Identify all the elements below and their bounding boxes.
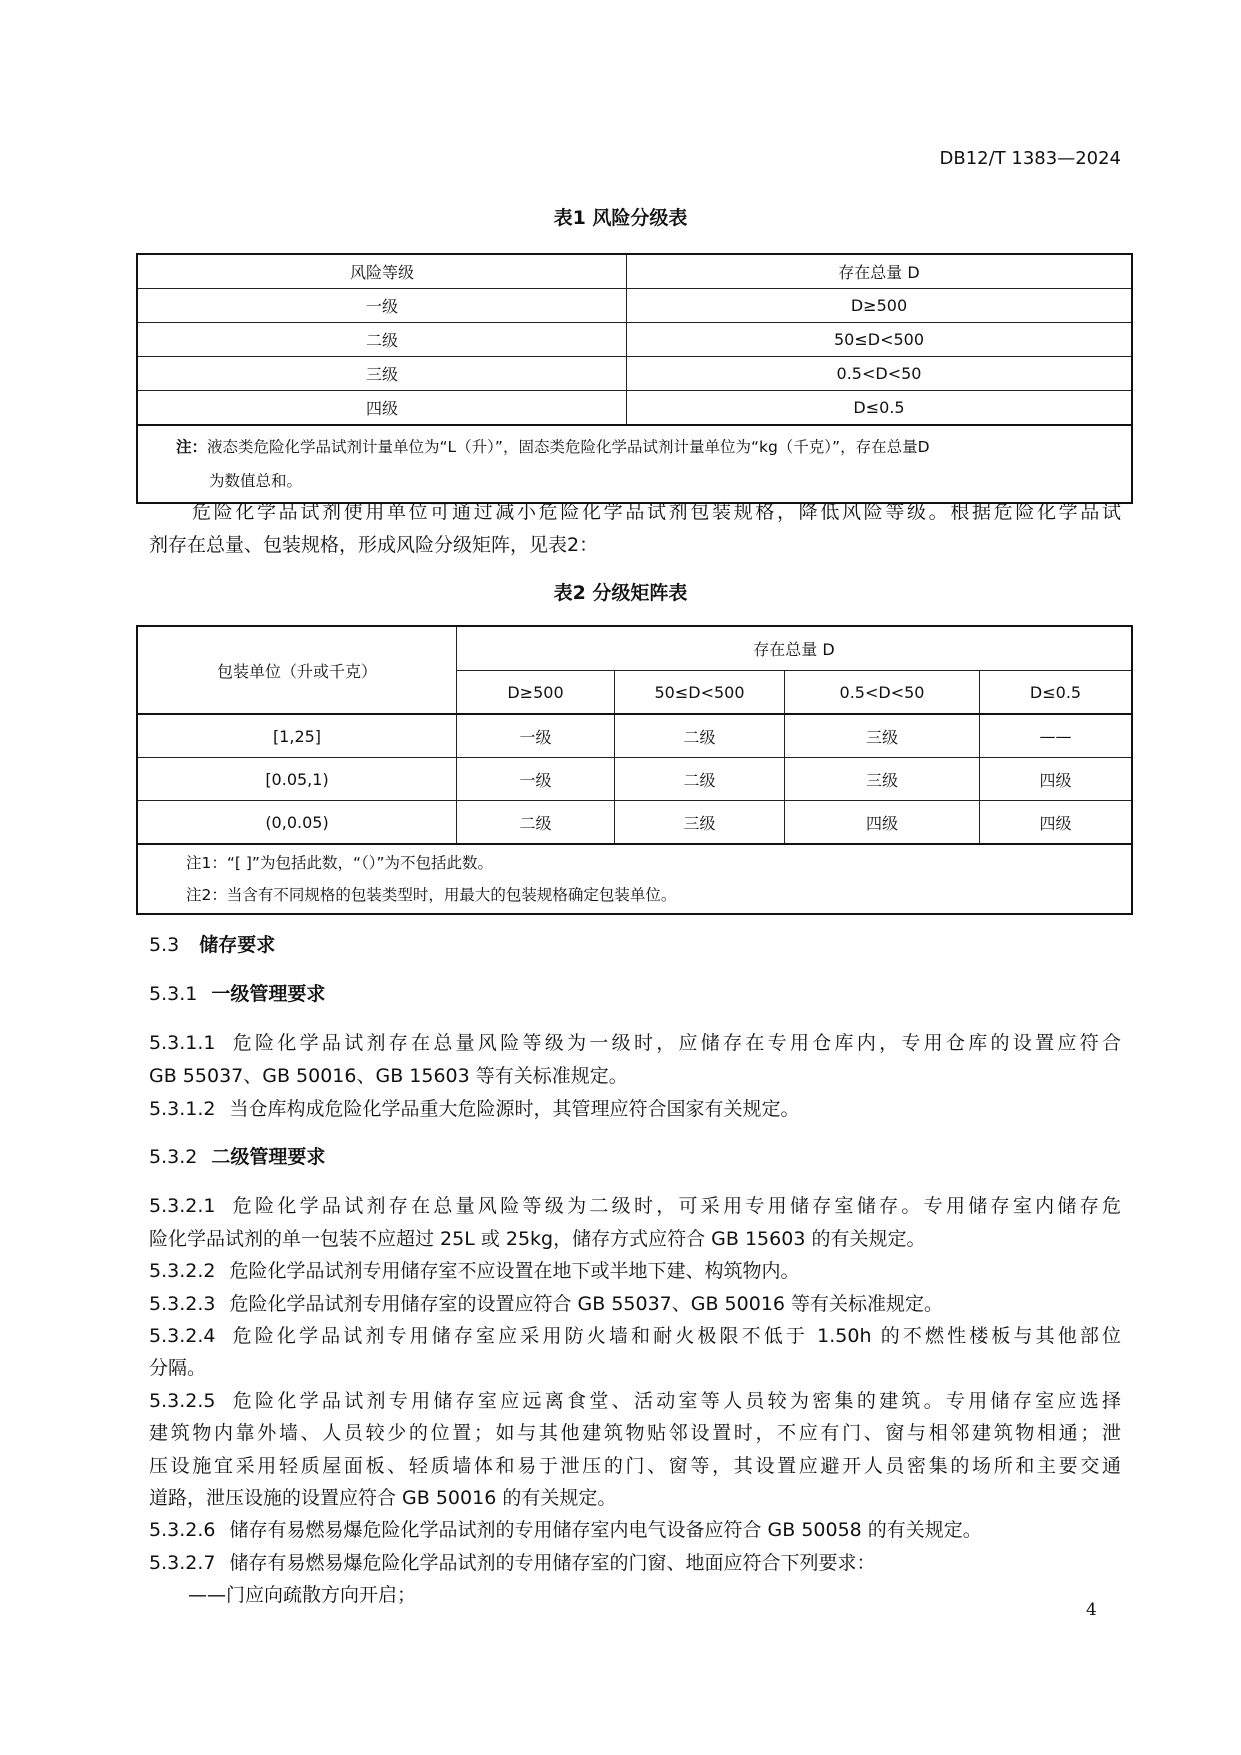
intro-paragraph-line: 危险化学品试剂使用单位可通过减小危险化学品试剂包装规格，降低风险等级。根据危险化学品试 [192,501,1121,523]
note-text: 为数值总和。 [209,472,303,490]
clause-line: GB 55037、GB 50016、GB 15603 等有关标准规定。 [149,1065,628,1087]
note-label: 注： [176,438,208,456]
section-title: 储存要求 [199,934,276,956]
table-cell: 一级 [137,289,627,323]
clause-number: 5.3.1.2 [149,1098,216,1120]
table-cell: 三级 [137,357,627,391]
table-cell: 三级 [615,801,785,845]
clause-text: 储存有易燃易爆危险化学品试剂的专用储存室的门窗、地面应符合下列要求： [229,1552,876,1574]
table-cell: 50≤D<500 [627,323,1133,357]
table-cell: D≤0.5 [627,391,1133,426]
header-cell: 存在总量 D [627,254,1133,289]
clause-text: 危险化学品试剂专用储存室不应设置在地下或半地下建、构筑物内。 [229,1260,800,1282]
clause-line [149,1320,1121,1352]
table-cell: 四级 [137,391,627,426]
table-cell: 四级 [980,801,1133,845]
table-cell: 0.5<D<50 [627,357,1133,391]
table-cell: [0.05,1) [137,758,457,801]
clause-line [149,1027,1121,1059]
clause-line: 道路，泄压设施的设置应符合 GB 50016 的有关规定。 [149,1487,617,1509]
clause-text: 危险化学品试剂专用储存室的设置应符合 GB 55037、GB 50016 等有关标准规定。 [229,1293,944,1315]
table-note [137,425,1132,503]
column-header-cell: D≥500 [457,671,615,715]
section-heading [149,929,1121,961]
note-text: 注2：当含有不同规格的包装类型时，用最大的包装规格确定包装单位。 [186,886,677,904]
table-row [137,323,1132,357]
clause-text: 危险化学品试剂存在总量风险等级为一级时，应储存在专用仓库内，专用仓库的设置应符合 [229,1032,1121,1054]
table1-title: 表1 风险分级表 [553,207,688,229]
column-header-cell: 50≤D<500 [615,671,785,715]
table-cell: 二级 [615,758,785,801]
clause-number: 5.3.2.1 [149,1195,216,1217]
clause-number: 5.3.2.6 [149,1519,216,1541]
clause-text: 当仓库构成危险化学品重大危险源时，其管理应符合国家有关规定。 [229,1098,800,1120]
table-cell: 三级 [785,714,980,758]
table-cell: 三级 [785,758,980,801]
note-text: 注1：“[ ]”为包括此数，“（）”为不包括此数。 [186,854,494,872]
clause-line: 分隔。 [149,1357,207,1379]
clause-line [149,1385,1121,1417]
clause-line [149,1288,1121,1320]
clause-number: 5.3.2.5 [149,1390,216,1412]
clause-number: 5.3.1.1 [149,1032,216,1054]
table-cell: 二级 [137,323,627,357]
table-cell: [1,25] [137,714,457,758]
clause-line: 险化学品试剂的单一包装不应超过 25L 或 25kg，储存方式应符合 GB 15603 的有关规定。 [149,1228,926,1250]
header-cell: 风险等级 [137,254,627,289]
clause-text: 危险化学品试剂存在总量风险等级为二级时，可采用专用储存室储存。专用储存室内储存危 [229,1195,1121,1217]
grading-matrix-table [136,625,1133,915]
row-header-cell: 包装单位（升或千克） [137,626,457,714]
table-header-row [137,254,1132,289]
section-title: 二级管理要求 [211,1146,326,1168]
clause-line [149,1514,1121,1546]
table-cell: 一级 [457,714,615,758]
document-code: DB12/T 1383—2024 [939,148,1121,169]
clause-text: 储存有易燃易爆危险化学品试剂的专用储存室内电气设备应符合 GB 50058 的有关规定。 [229,1519,982,1541]
table-note [137,844,1132,914]
table-note-row [137,425,1132,503]
table-row [137,357,1132,391]
table-row [137,289,1132,323]
section-heading [149,978,1121,1010]
table2-title: 表2 分级矩阵表 [553,582,688,604]
clause-number: 5.3.2.2 [149,1260,216,1282]
column-header-cell: D≤0.5 [980,671,1133,715]
clause-number: 5.3.2.7 [149,1552,216,1574]
column-header-cell: 0.5<D<50 [785,671,980,715]
clause-number: 5.3.2.4 [149,1325,216,1347]
section-number: 5.3 [149,934,180,956]
clause-line [149,1190,1121,1222]
clause-text: 危险化学品试剂专用储存室应采用防火墙和耐火极限不低于 1.50h 的不燃性楼板与其他部位 [229,1325,1121,1347]
table-cell: D≥500 [627,289,1133,323]
clause-text: 危险化学品试剂专用储存室应远离食堂、活动室等人员较为密集的建筑。专用储存室应选择 [229,1390,1121,1412]
table-cell: 四级 [980,758,1133,801]
table-note-row [137,844,1132,914]
table-cell: 二级 [615,714,785,758]
clause-line [149,1093,1121,1125]
table-cell: 四级 [785,801,980,845]
clause-line [149,1255,1121,1287]
table-row [137,714,1132,758]
table-cell: 一级 [457,758,615,801]
risk-grading-table [136,253,1133,504]
clause-number: 5.3.2.3 [149,1293,216,1315]
table-cell: 二级 [457,801,615,845]
list-item: ——门应向疏散方向开启； [188,1584,417,1606]
section-title: 一级管理要求 [211,983,326,1005]
section-heading [149,1141,1121,1173]
page-number: 4 [1086,1600,1097,1620]
table-row [137,391,1132,426]
group-header-cell: 存在总量 D [457,626,1133,671]
clause-line: 建筑物内靠外墙、人员较少的位置；如与其他建筑物贴邻设置时，不应有门、窗与相邻建筑物相通；泄 [149,1422,1121,1444]
section-number: 5.3.2 [149,1146,198,1168]
note-text: 液态类危险化学品试剂计量单位为“L（升）”，固态类危险化学品试剂计量单位为“kg（千克）”，存在总量D [207,438,930,456]
clause-line [149,1547,1121,1579]
intro-paragraph-line: 剂存在总量、包装规格，形成风险分级矩阵，见表2： [149,534,599,556]
table-cell: —— [980,714,1133,758]
section-number: 5.3.1 [149,983,198,1005]
table-cell: (0,0.05) [137,801,457,845]
table-row [137,758,1132,801]
table-row [137,801,1132,845]
clause-line: 压设施宜采用轻质屋面板、轻质墙体和易于泄压的门、窗等，其设置应避开人员密集的场所和主要交通 [149,1455,1121,1477]
